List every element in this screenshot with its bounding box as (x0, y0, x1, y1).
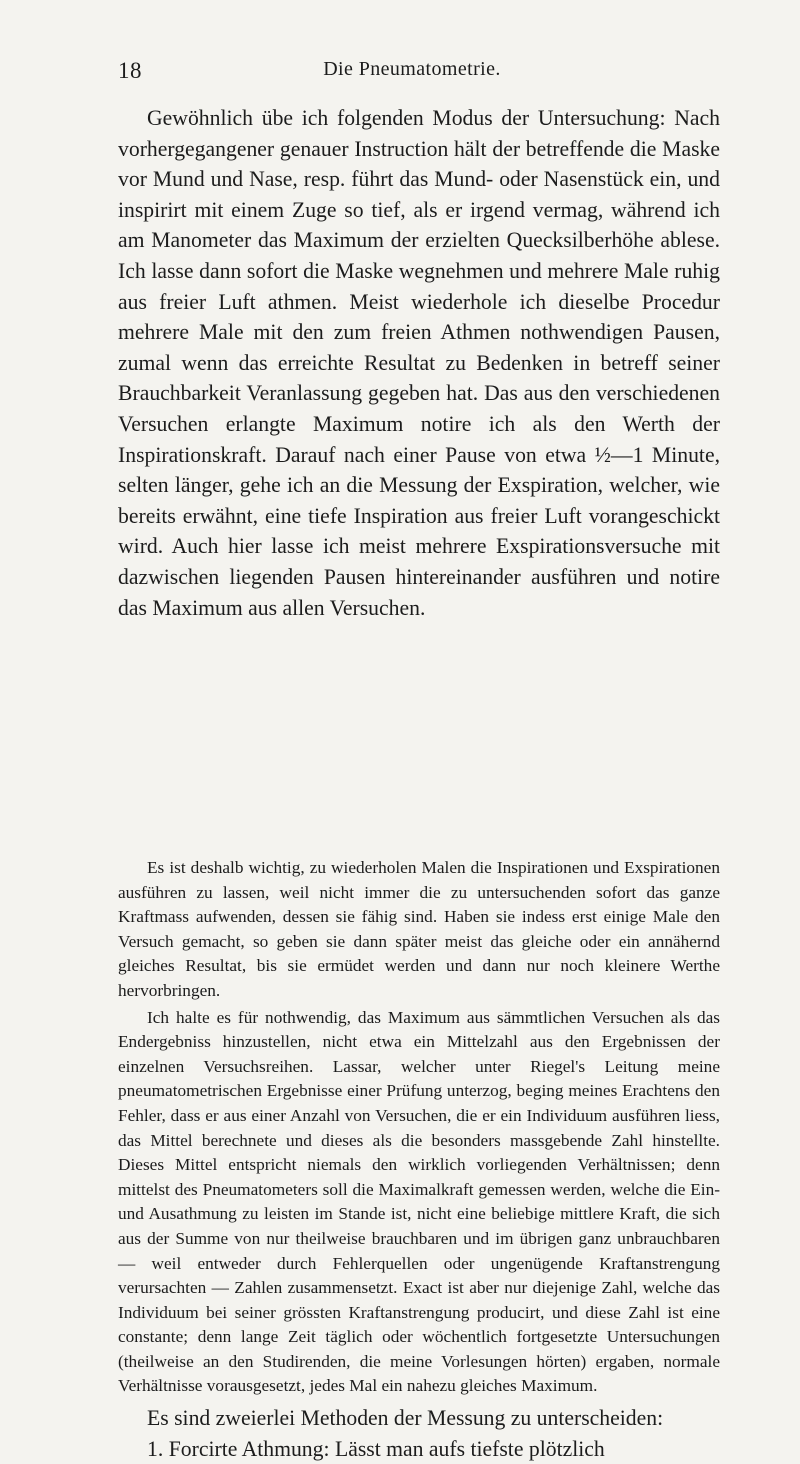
paragraph: Ich halte es für nothwendig, das Maximum aus sämmtlichen Versuchen als das Endergebniss hinzustellen, nicht etwa ein Mittelzahl aus den Ergebnissen der einzelnen Versuchsreihen. Lassar, welcher unter Riegel's Leitung meine pneumatometrischen Ergebnisse einer Prüfung unterzog, beging meines Erachtens den Fehler, dass er aus einer Anzahl von Versuchen, die er ein Individuum ausführen liess, das Mittel berechnete und dieses als die besonders massgebende Zahl hinstellte. Dieses Mittel entspricht niemals den wirklich vorliegenden Verhältnissen; denn mittelst des Pneumatometers soll die Maximalkraft gemessen werden, welche die Ein- und Ausathmung zu leisten im Stande ist, nicht eine beliebige mittlere Kraft, die sich aus der Summe von nur theilweise brauchbaren und im übrigen ganz unbrauchbaren — weil entweder durch Fehlerquellen oder ungenügende Kraftanstrengung verursachten — Zahlen zusammensetzt. Exact ist aber nur diejenige Zahl, welche das Individuum bei seiner grössten Kraftanstrengung producirt, und diese Zahl ist eine constante; denn lange Zeit täglich oder wöchentlich fortgesetzte Untersuchungen (theilweise an den Studirenden, die meine Vorlesungen hörten) ergaben, normale Verhältnisse vorausgesetzt, jedes Mal ein nahezu gleiches Maximum. (118, 1007, 720, 1396)
main-text (118, 103, 720, 623)
page-header (118, 58, 706, 88)
page-number: 18 (118, 58, 142, 83)
paragraph: 1. Forcirte Athmung: Lässt man aufs tiefste plötzlich (147, 1436, 605, 1461)
paragraph: Gewöhnlich übe ich folgenden Modus der Untersuchung: Nach vorhergegangener genauer Instruction hält der betreffende die Maske vor Mund und Nase, resp. führt das Mund- oder Nasenstück ein, und inspirirt mit einem Zuge so tief, als er irgend vermag, während ich am Manometer das Maximum der erzielten Quecksilberhöhe ablese. Ich lasse dann sofort die Maske wegnehmen und mehrere Male ruhig aus freier Luft athmen. Meist wiederhole ich dieselbe Procedur mehrere Male mit den zum freien Athmen nothwendigen Pausen, zumal wenn das erreichte Resultat zu Bedenken in betreff seiner Brauchbarkeit Veranlassung gegeben hat. Das aus den verschiedenen Versuchen erlangte Maximum notire ich als den Werth der Inspirationskraft. Darauf nach einer Pause von etwa ½—1 Minute, selten länger, gehe ich an die Messung der Exspiration, welcher, wie bereits erwähnt, eine tiefe Inspiration aus freier Luft vorangeschickt wird. Auch hier lasse ich meist mehrere Exspirationsversuche mit dazwischen liegenden Pausen hintereinander ausführen und notire das Maximum aus allen Versuchen. (118, 106, 720, 620)
running-title: Die Pneumatometrie. (323, 58, 501, 80)
paragraph: Es ist deshalb wichtig, zu wiederholen Malen die Inspirationen und Exspirationen ausführen zu lassen, weil nicht immer die zu untersuchenden sofort das ganze Kraftmass aufwenden, dessen sie fähig sind. Haben sie indess erst einige Male den Versuch gemacht, so geben sie dann später meist das gleiche oder ein annähernd gleiches Resultat, bis sie ermüdet werden und dann nur noch kleinere Werthe hervorbringen. (118, 858, 720, 1000)
paragraph: Es sind zweierlei Methoden der Messung zu unterscheiden: (147, 1406, 664, 1430)
closing-text (118, 1403, 720, 1464)
small-print-text (118, 856, 720, 1399)
